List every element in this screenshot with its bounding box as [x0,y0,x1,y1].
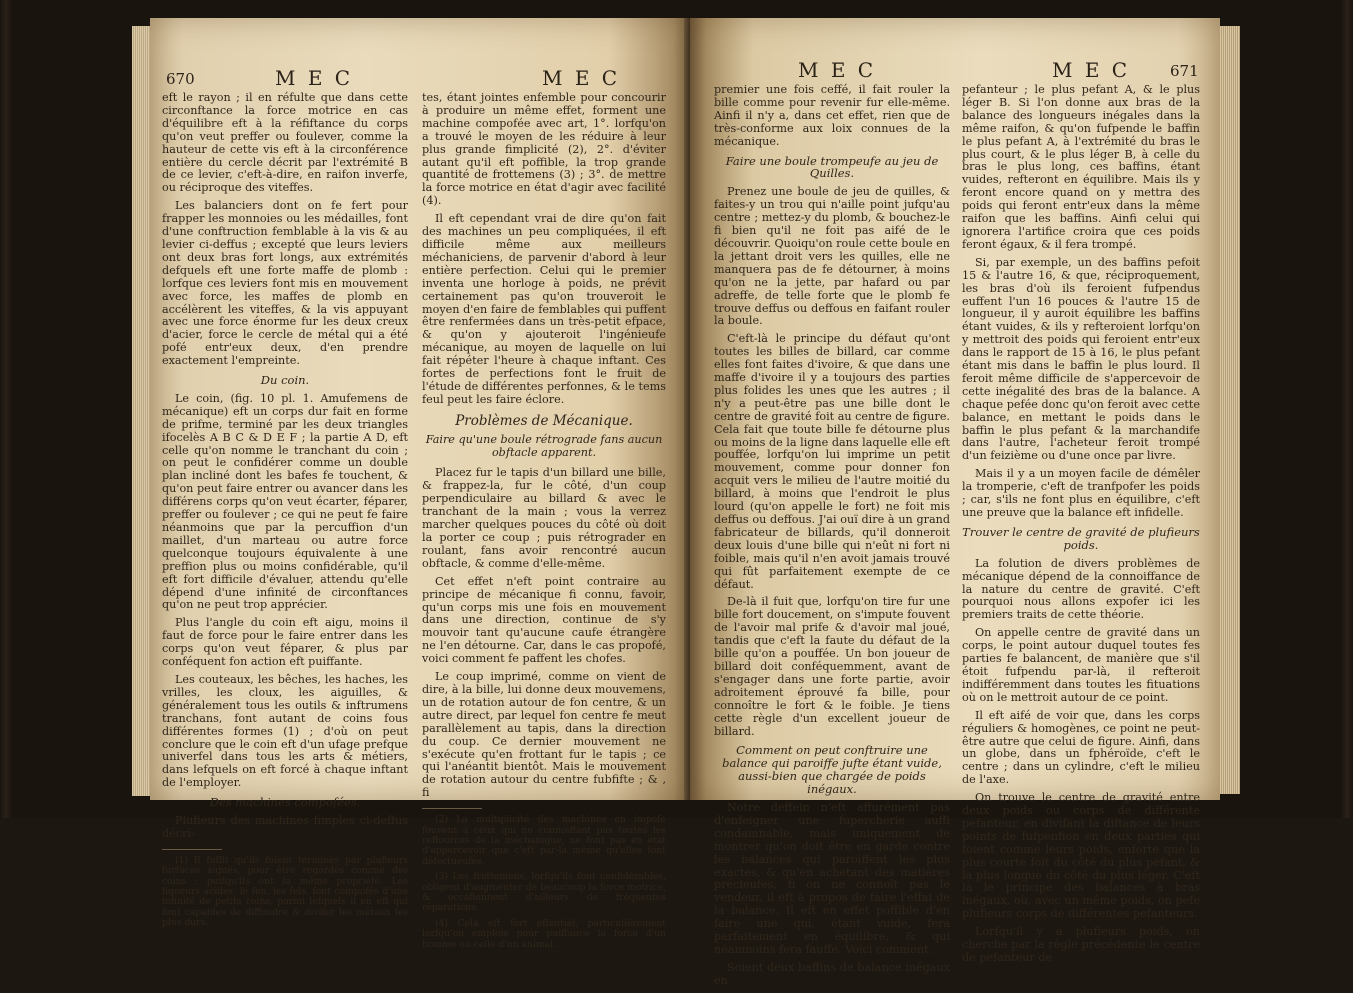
page-number: 670 [166,70,195,88]
paragraph: Il eft aifé de voir que, dans les corps réguliers & homogènes, ce point ne peut-être autre que celui de figure. Ainfi, dans un globe, dans un fphéroïde, c'eft le centre ; dans un cylindre, c'eft le milieu de l'axe. [962,708,1200,787]
footnote: (3) Les frottemens, lorfqu'ils font confidérables, obligent d'augmenter de beaucoup la force motrice, & occafionnent d'ailleurs de fréquentes réparations. [422,871,666,914]
paragraph: Le coin, (fig. 10 pl. 1. Amufemens de mécanique) eft un corps dur fait en forme de prifme, terminé par les deux triangles ifocelès A B C & D E F ; la partie A D, eft celle qu'on nomme le tranchant du coin ; on peut le confidérer comme un double plan incliné dont les bafes fe touchent, & qu'on peut faire entrer ou avancer dans les différens corps qu'on veut écarter, féparer, preffer ou foulever ; ce qui ne peut fe faire néanmoins que par la percuffion d'un maillet, d'un marteau ou autre force quelconque toujours équivalente à une preffion plus ou moins confidérable, qu'il eft fort difficile d'évaluer, attendu qu'elle dépend d'une infinité de circonftances qu'on ne peut trop apprécier. [162,391,408,612]
running-head: M E C [542,66,621,90]
section-heading: Du coin. [260,373,310,388]
right-page-column-1 [714,84,950,993]
paragraph: Plus l'angle du coin eft aigu, moins il faut de force pour le faire entrer dans les corps qu'on veut féparer, & plus par conféquent fon action eft puiffante. [162,616,408,669]
paragraph: C'eft-là le principe du défaut qu'ont toutes les billes de billard, car comme elles font faites d'ivoire, & que dans une maffe d'ivoire il y a toujours des parties plus folides les unes que les autres ; il n'y a peut-être pas une bille dont le centre de gravité foit au centre de figure. Cela fait que toute bille fe détourne plus ou moins de la ligne dans laquelle elle eft pouffée, lorfqu'on lui imprime un petit mouvement, comme pour donner fon acquit vers le milieu de l'autre moitié du billard, à moins que l'endroit le plus lourd (qu'on appelle le fort) ne foit mis deffus ou deffous. J'ai ouï dire à un grand fabricateur de billards, qu'il donneroit deux louis d'une bille qui n'eût ni fort ni foible, mais qu'il n'en avoit jamais trouvé qui fût parfaitement exempte de ce défaut. [714,332,950,591]
paragraph: Si, par exemple, un des baffins pefoit 15 & l'autre 16, & que, réciproquement, les bras d'où ils feroient fufpendus euffent l'un 16 pouces & l'autre 15 de longueur, il y auroit équilibre les baffins étant vuides, & ils y refteroient lorfqu'on y mettroit des poids qui feroient entr'eux dans le rapport de 15 à 16, le plus pefant étant mis dans le baffin le plus lourd. Il feroit même difficile de s'appercevoir de cette inégalité des bras de la balance. A chaque pefée donc qu'on feroit avec cette balance, en mettant le poids dans le baffin le plus pefant & la marchandife dans l'autre, l'acheteur feroit trompé d'un feizième ou d'une once par livre. [962,255,1200,463]
left-page-column-2 [422,92,666,955]
paragraph: pefanteur ; le plus pefant A, & le plus léger B. Si l'on donne aux bras de la balance des longueurs inégales dans la même raifon, & qu'on fufpende le baffin le plus pefant A, à l'extrémité du bras le plus court, & le plus léger B, à celle du bras le plus long, ces baffins, étant vuides, refteront en équilibre. Mais ils y feront encore quand on y mettra des poids qui feront entr'eux dans la même raifon que les baffins. Ainfi celui qui ignorera l'artifice croira que ces poids feront égaux, & il fera trompé. [962,83,1200,251]
paragraph: tes, étant jointes enfemble pour concourir à produire un même effet, forment une machine compofée avec art, 1°. lorfqu'on a trouvé le moyen de les réduire à leur plus grande fimplicité (2), 2°. d'éviter autant qu'il eft poffible, la trop grande quantité de frottemens (3) ; 3°. de mettre la force motrice en état d'agir avec facilité (4). [422,91,666,208]
paragraph: Les balanciers dont on fe fert pour frapper les monnoies ou les médailles, font d'une conftruction femblable à la vis & au levier ci-deffus ; excepté que leurs leviers ont deux bras fort longs, aux extrémités defquels eft une forte maffe de plomb : lorfque ces leviers font mis en mouvement avec force, les maffes de plomb en accélèrent les viteffes, & la vis appuyant avec une force énorme fur les deux creux d'acier, force le cercle de métal qui a été pofé entr'eux deux, d'en prendre exactement l'empreinte. [162,199,408,368]
section-heading: Problèmes de Mécanique. [455,412,633,429]
paragraph: Notre deffein n'eft affurément pas d'enfeigner une fupercherie auffi condamnable, mais uniquement de montrer qu'on doit être en garde contre les balances qui paroiffent les plus exactes, & qu'en achetant des matières précieufes, fi on ne connoît pas le vendeur, il eft à propos de faire l'effai de la balance. Il eft en effet poffible d'en faire une qui, étant vuide, fera parfaitement en équilibre, & qui néanmoins fera fauffe. Voici comment. [714,801,950,956]
paragraph: eft le rayon ; il en réfulte que dans cette circonftance la force motrice en cas d'équilibre eft à la réfiftance du corps qu'on veut preffer ou foulever, comme la hauteur de cette vis eft à la circonférence entière du cercle décrit par l'extrémité B de ce levier, c'eft-à-dire, en raifon inverfe, ou réciproque des viteffes. [162,91,408,195]
paragraph: De-là il fuit que, lorfqu'on tire fur une bille fort doucement, on s'impute fouvent de l'avoir mal prife & d'avoir mal joué, tandis que c'eft la faute du défaut de la bille qu'on a pouffée. Un bon joueur de billard doit conféquemment, avant de s'engager dans une forte partie, avoir adroitement éprouvé fa bille, pour connoître le fort & le foible. Je tiens cette règle d'un excellent joueur de billard. [714,595,950,738]
paragraph: Les couteaux, les bêches, les haches, les vrilles, les cloux, les aiguilles, & généralement tous les outils & inftrumens tranchans, font autant de coins fous différentes formes (1) ; d'où on peut conclure que le coin eft d'un ufage prefque univerfel dans tous les arts & métiers, dans lefquels on eft forcé à chaque inftant de l'employer. [162,672,408,790]
paragraph: On appelle centre de gravité dans un corps, le point autour duquel toutes fes parties fe balancent, de manière que s'il étoit fufpendu par-là, il refteroit indifféremment dans toutes les fituations où on le mettroit autour de ce point. [962,626,1200,704]
footnote-rule [422,808,482,809]
paragraph: Mais il y a un moyen facile de démêler la tromperie, c'eft de tranfpofer les poids ; car, s'ils ne font plus en équilibre, c'eft une preuve que la balance eft infidelle. [962,467,1200,519]
right-page [690,18,1220,987]
footnote: (2) La multiplicité des machines en impofe fouvent à ceux qui ne connoiffant pas toutes les reffources de la méchanique, ne font pas en état d'appercevoir que c'eft par-là même qu'elles font défectueufes. [422,814,666,867]
paragraph: Plufieurs des machines fimples ci-deffus décri- [162,814,408,840]
paragraph: Prenez une boule de jeu de quilles, & faites-y un trou qui n'aille point jufqu'au centre ; mettez-y du plomb, & bouchez-le fi bien qu'il ne foit pas aifé de le découvrir. Quoiqu'on roule cette boule en la jettant droit vers les quilles, elle ne manquera pas de fe détourner, à moins qu'on ne la jette, par hafard ou par adreffe, de telle forte que le plomb fe trouve deffus ou deffous en faifant rouler la boule. [714,185,950,328]
section-heading: Des machines compofées. [209,795,361,810]
section-heading: Comment on peut conftruire une balance qui paroiffe jufte étant vuide, aussi-bien que chargée de poids inégaux. [722,743,942,797]
paragraph: Le coup imprimé, comme on vient de dire, à la bille, lui donne deux mouvemens, un de rotation autour de fon centre, & un autre direct, par lequel fon centre fe meut parallèlement au tapis, dans la direction du coup. Ce dernier mouvement ne s'exécute qu'en frottant fur le tapis ; ce qui l'anéantit bientôt. Mais le mouvement de rotation autour du centre fubfifte ; & , fi [422,670,666,800]
running-head: M E C [275,66,354,90]
paragraph: Il eft cependant vrai de dire qu'on fait des machines un peu compliquées, il eft difficile même aux meilleurs méchaniciens, de parvenir d'abord à leur entière perfection. Celui qui le premier inventa une horloge à poids, ne prévit certainement pas qu'on trouveroit le moyen d'en faire de femblables qui puffent être renfermées dans un très-petit efpace, & qu'on y ajouteroit l'ingénieufe mécanique, au moyen de laquelle on lui fait répéter l'heure à chaque inftant. Ces fortes de perfections font le fruit de l'étude de différentes perfonnes, & le tems feul peut les faire éclore. [422,212,666,406]
paragraph: Placez fur le tapis d'un billard une bille, & frappez-la, fur le côté, d'un coup perpendiculaire au billard & avec le tranchant de la main ; vous la verrez marcher quelques pouces du côté où doit la porter ce coup ; puis rétrograder en roulant, fans avoir rencontré aucun obftacle, & comme d'elle-même. [422,466,666,570]
paragraph: Lorfqu'il y a plufieurs poids, on cherche par la règle précédente le centre de pefanteur de [962,925,1200,964]
footnote: (4) Cela eft fort effentiel, particulièrement lorfqu'on emploie pour puiffance la force d'un homme ou celle d'un animal. [422,917,666,950]
paragraph: La folution de divers problèmes de mécanique dépend de la connoiffance de la nature du centre de gravité. C'eft pourquoi nous allons expofer ici les premiers traits de cette théorie. [962,556,1200,622]
left-page-edges [132,26,152,796]
paragraph: Cet effet n'eft point contraire au principe de mécanique fi connu, favoir, qu'un corps mis une fois en mouvement dans une direction, continue de s'y mouvoir tant qu'aucune caufe étrangère ne l'en détourne. Car, dans le cas propofé, voici comment fe paffent les chofes. [422,574,666,666]
paragraph: Soient deux baffins de balance inégaux en [714,960,950,987]
left-page-column-1 [162,92,408,934]
left-page [150,18,690,950]
running-head: M E C [1052,58,1131,82]
problem-title: Faire qu'une boule rétrograde fans aucun obftacle apparent. [425,432,663,459]
paragraph: premier une fois ceffé, il fait rouler la bille comme pour revenir fur elle-même. Ainfi il n'y a, dans cet effet, rien que de très-conforme aux loix connues de la mécanique. [714,83,950,148]
running-head: M E C [798,58,877,82]
right-page-edges [1218,26,1240,794]
right-page-column-2 [962,84,1200,970]
footnote: (1) Il fuffit qu'ils foient terminés par plufieurs furfaces aiguës, pour être regardés comme des coins ; puifqu'ils ont la même propriété. Les liqueurs acides, le feu, les fels, font compofés d'une infinité de petits coins, parmi lefquels il en eft qui font capables de diffoudre & divifer les métaux les plus durs. [162,854,408,929]
section-heading: Faire une boule trompeufe au jeu de Quilles. [725,153,939,181]
section-heading: Trouver le centre de gravité de plufieurs poids. [962,524,1200,552]
page-number: 671 [1170,62,1199,80]
footnote-rule [162,849,222,850]
paragraph: On trouve le centre de gravité entre deux poids ou corps de différente pefanteur, en divifant la diftance de leurs points de fufpenfion en deux parties qui foient comme leurs poids, enforte que la plus courte foit du côté du plus pefant, & la plus longue du côté du plus léger. C'eft là le principe des balances à bras inégaux, où, avec un même poids, on pefe plufieurs corps de différentes pefanteurs. [962,791,1200,921]
